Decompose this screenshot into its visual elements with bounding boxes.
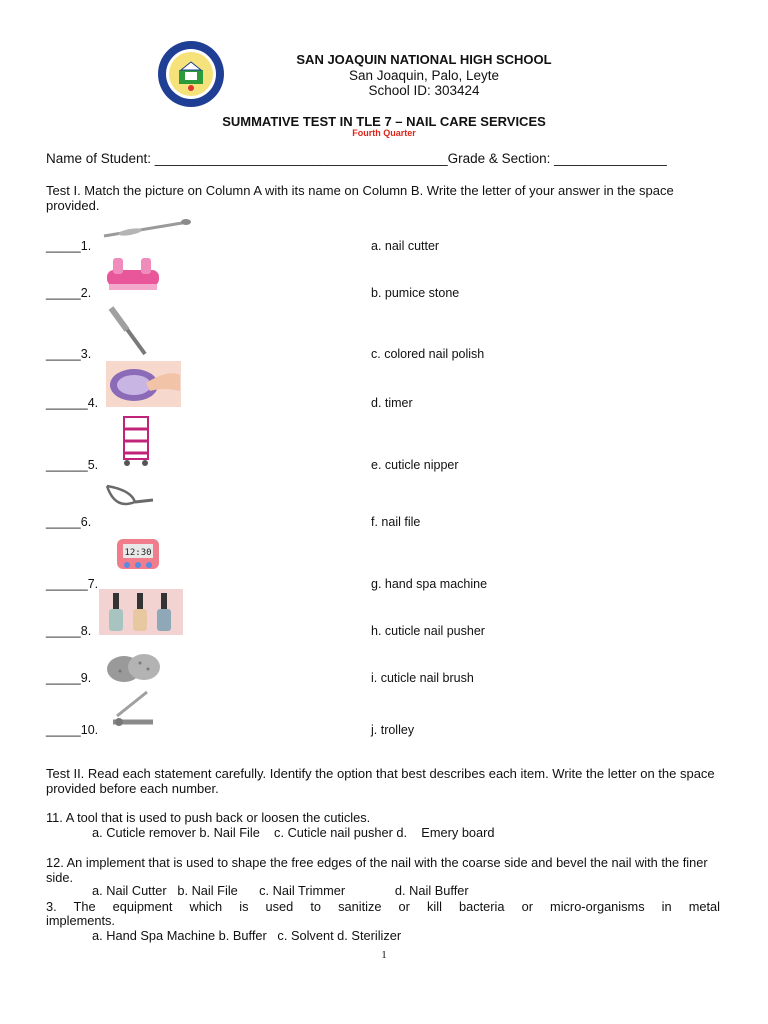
svg-text:12:30: 12:30 [124, 548, 152, 558]
pumice-stone-picture [104, 649, 162, 685]
page-number: 1 [381, 949, 387, 961]
item-number: _____1. [46, 239, 92, 253]
answer-choice: a. nail cutter [371, 239, 440, 253]
test2-instructions: Test II. Read each statement carefully. Identify the option that best describes each item. Write the letter on the space provided before each number. [46, 766, 715, 796]
nail-file-picture [103, 304, 151, 358]
school-name: SAN JOAQUIN NATIONAL HIGH SCHOOL [296, 52, 552, 67]
item-number: _____9. [46, 671, 92, 685]
hand-spa-machine-picture [106, 361, 181, 407]
question-11: 11. A tool that is used to push back or loosen the cuticles. [46, 810, 371, 825]
item-number: _____2. [46, 286, 92, 300]
answer-choice: j. trolley [371, 723, 415, 737]
item-number: _____10. [46, 723, 99, 737]
nail-brush-picture [99, 250, 167, 298]
question-3-line2: implements. [46, 913, 115, 928]
answer-choice: d. timer [371, 396, 413, 410]
cuticle-pusher-picture [100, 214, 192, 244]
answer-choice: f. nail file [371, 515, 421, 529]
question-3-line1: 3. The equipment which is used to sanitize or kill bacteria or micro-organisms in metal [46, 899, 720, 914]
item-number: ______4. [46, 396, 99, 410]
question-11-options: a. Cuticle remover b. Nail File c. Cuticle nail pusher d. Emery board [92, 825, 495, 840]
trolley-picture [120, 413, 152, 467]
answer-choice: h. cuticle nail pusher [371, 624, 485, 638]
nail-polish-picture [99, 589, 183, 635]
student-name-line: Name of Student: _______________________________________Grade & Section: _______________ [46, 151, 667, 166]
nail-cutter-picture [107, 686, 159, 734]
school-address: San Joaquin, Palo, Leyte [348, 68, 500, 83]
school-id: School ID: 303424 [368, 83, 480, 98]
question-12-options: a. Nail Cutter b. Nail File c. Nail Trimmer d. Nail Buffer [92, 883, 469, 898]
item-number: _____3. [46, 347, 92, 361]
item-number: ______5. [46, 458, 99, 472]
timer-picture [115, 535, 161, 579]
item-number: _____6. [46, 515, 92, 529]
answer-choice: c. colored nail polish [371, 347, 485, 361]
quarter-label: Fourth Quarter [352, 128, 416, 138]
answer-choice: e. cuticle nipper [371, 458, 459, 472]
cuticle-nipper-picture [101, 480, 155, 518]
item-number: ______7. [46, 577, 99, 591]
answer-choice: i. cuticle nail brush [371, 671, 474, 685]
answer-choice: g. hand spa machine [371, 577, 488, 591]
test-title: SUMMATIVE TEST IN TLE 7 – NAIL CARE SERVICES [222, 114, 546, 129]
answer-choice: b. pumice stone [371, 286, 460, 300]
question-12: 12. An implement that is used to shape the free edges of the nail with the coarse side and bevel the nail with the finer side. [46, 855, 708, 885]
item-number: _____8. [46, 624, 92, 638]
question-3-options: a. Hand Spa Machine b. Buffer c. Solvent d. Sterilizer [92, 928, 402, 943]
test1-instructions: Test I. Match the picture on Column A with its name on Column B. Write the letter of your answer in the space provided. [46, 183, 674, 213]
